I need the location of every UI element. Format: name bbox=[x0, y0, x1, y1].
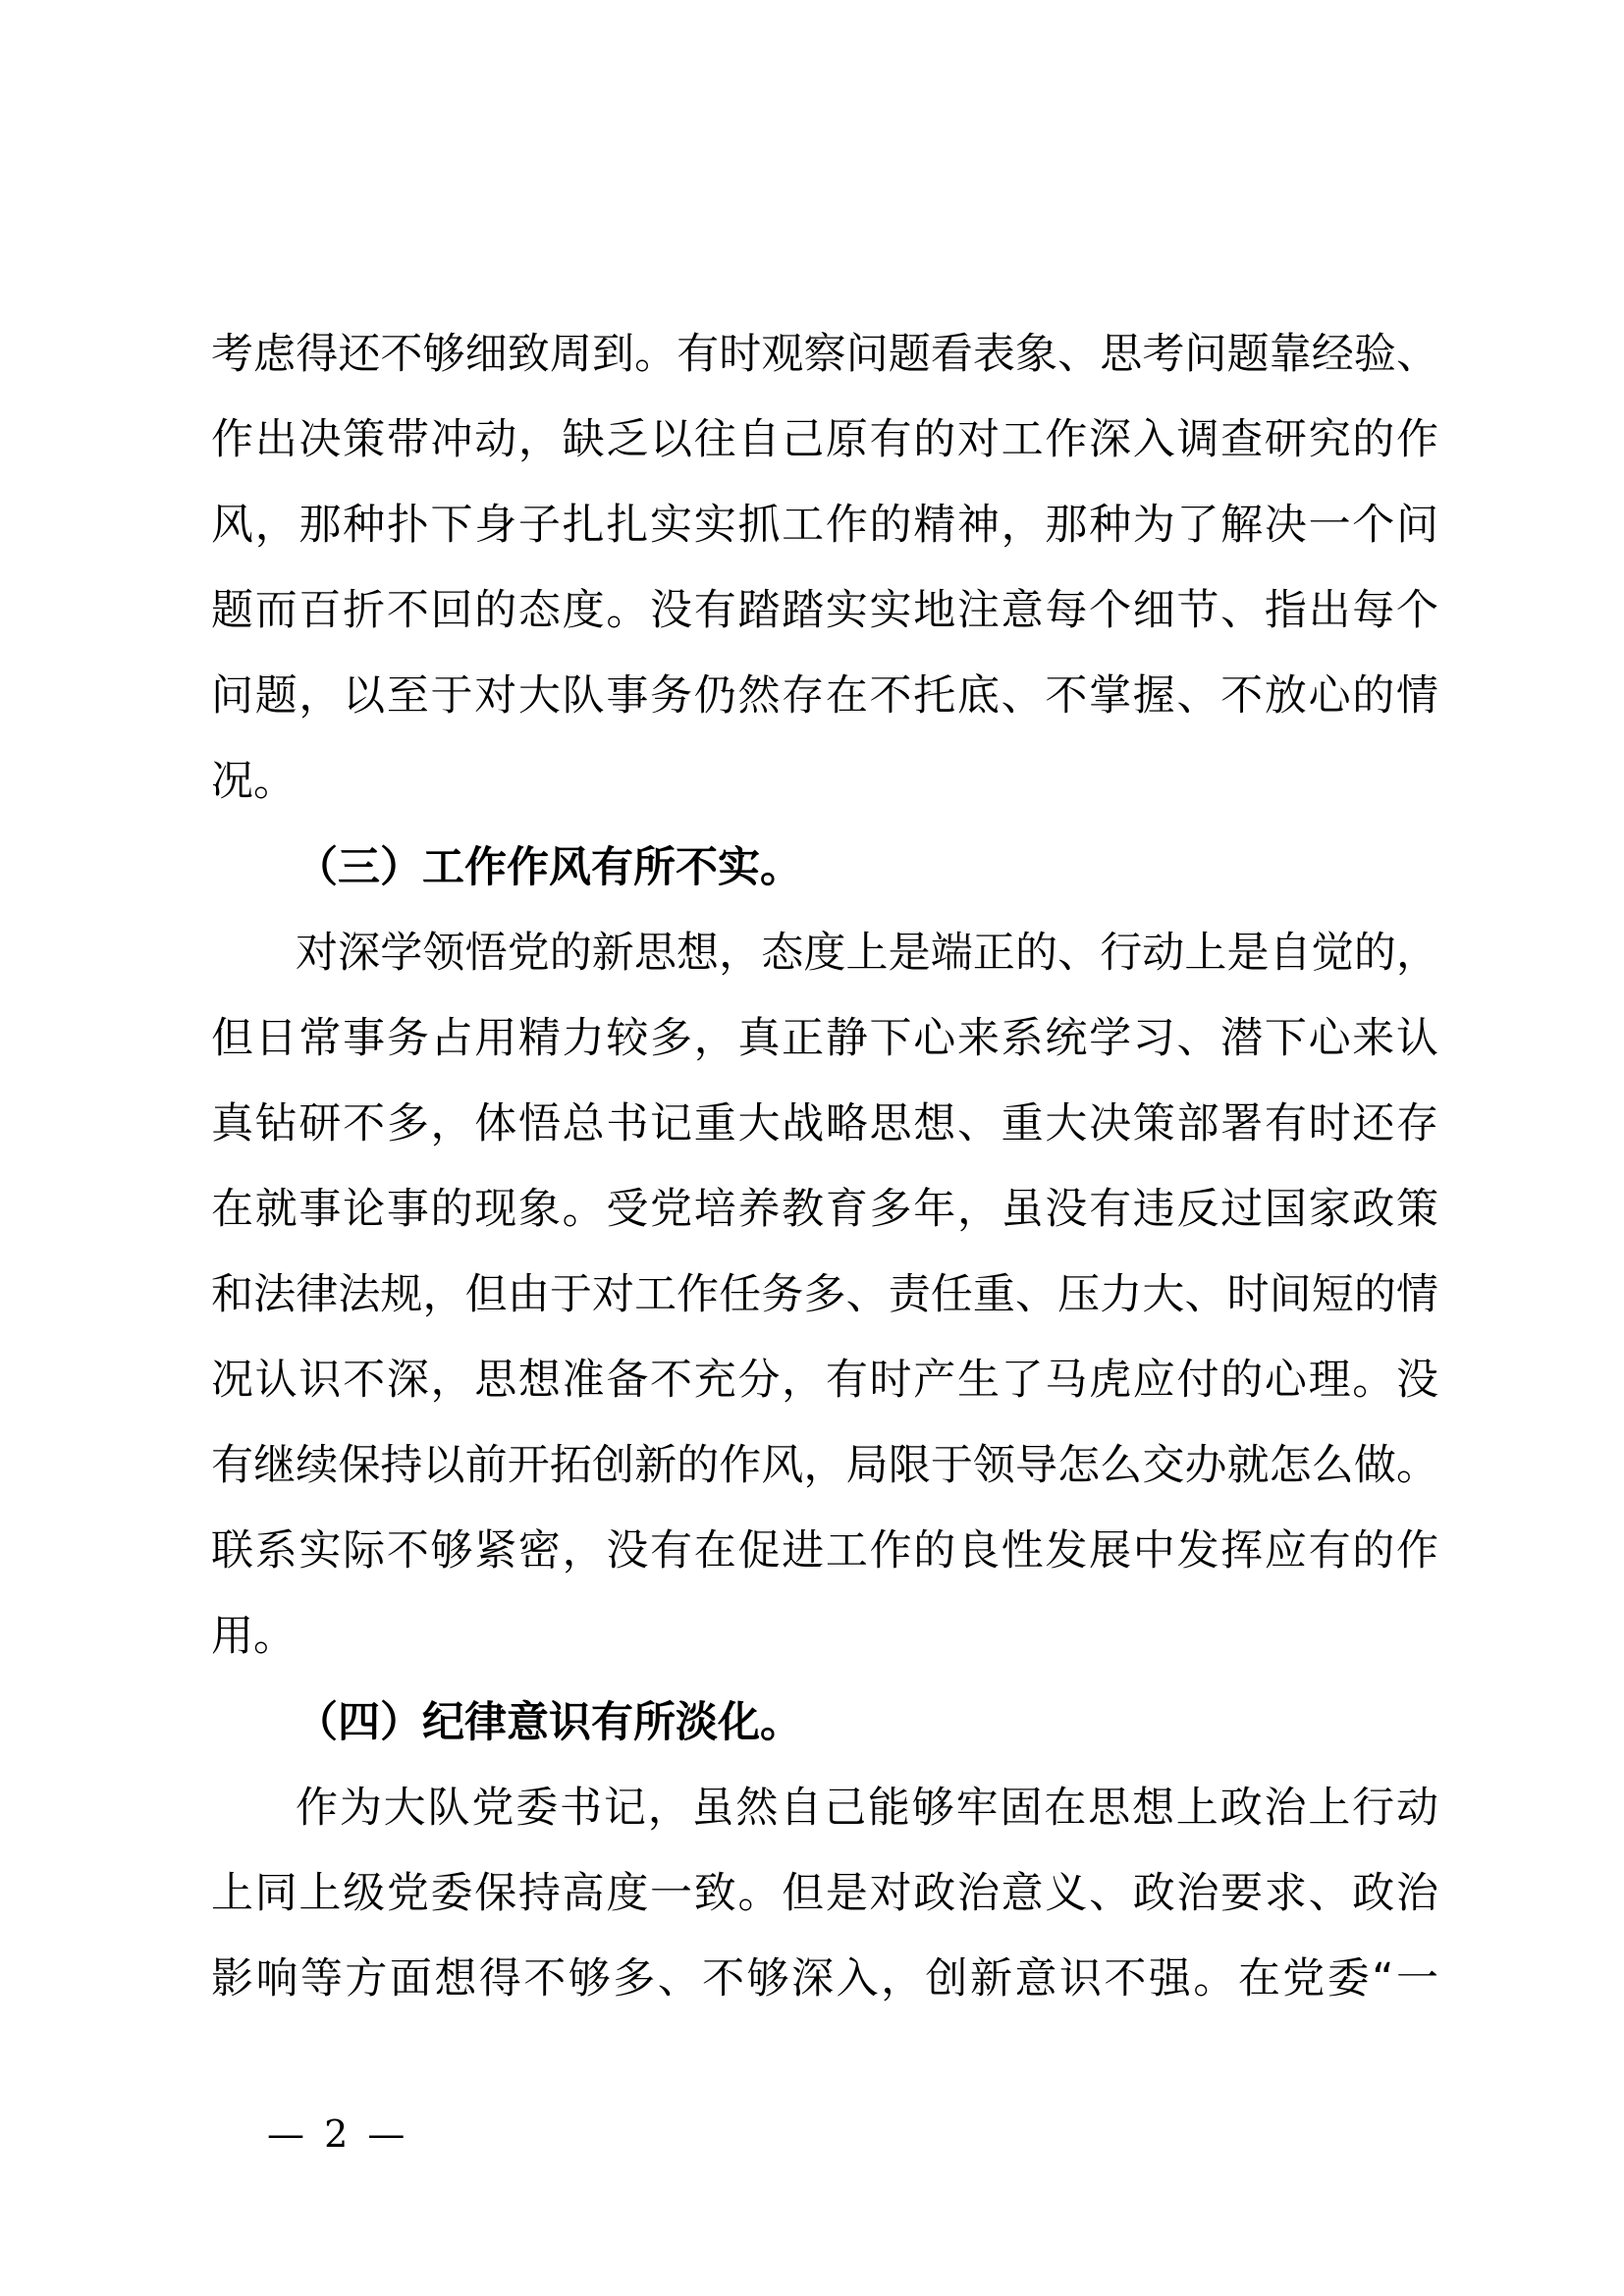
page-number: — 2 — bbox=[267, 2112, 409, 2156]
text-line: 有继续保持以前开拓创新的作风，局限于领导怎么交办就怎么做。 bbox=[211, 1441, 1438, 1491]
text-line: 上同上级党委保持高度一致。但是对政治意义、政治要求、政治 bbox=[211, 1868, 1438, 1918]
text-line: 但日常事务占用精力较多，真正静下心来系统学习、潜下心来认 bbox=[211, 1013, 1438, 1063]
section-heading-3: （三）工作作风有所不实。 bbox=[296, 842, 802, 892]
text-line: 在就事论事的现象。受党培养教育多年，虽没有违反过国家政策 bbox=[211, 1184, 1438, 1234]
text-line: 影响等方面想得不够多、不够深入，创新意识不强。在党委“一 bbox=[211, 1953, 1438, 2003]
text-line: 况认识不深，思想准备不充分，有时产生了马虎应付的心理。没 bbox=[211, 1356, 1438, 1406]
text-line: 问题，以至于对大队事务仍然存在不托底、不掌握、不放心的情 bbox=[211, 671, 1438, 721]
text-line: 风，那种扑下身子扎扎实实抓工作的精神，那种为了解决一个问 bbox=[211, 501, 1438, 551]
text-line: 用。 bbox=[211, 1612, 296, 1662]
text-line: 题而百折不回的态度。没有踏踏实实地注意每个细节、指出每个 bbox=[211, 586, 1438, 636]
text-line: 和法律法规，但由于对工作任务多、责任重、压力大、时间短的情 bbox=[211, 1270, 1438, 1320]
text-line: 考虑得还不够细致周到。有时观察问题看表象、思考问题靠经验、 bbox=[211, 330, 1438, 379]
text-line: 作出决策带冲动，缺乏以往自己原有的对工作深入调查研究的作 bbox=[211, 415, 1438, 465]
body-text bbox=[211, 312, 1438, 2022]
section-heading-4: （四）纪律意识有所淡化。 bbox=[296, 1697, 802, 1747]
text-line: 况。 bbox=[211, 757, 296, 807]
text-line: 真钻研不多，体悟总书记重大战略思想、重大决策部署有时还存 bbox=[211, 1098, 1438, 1148]
text-line: 对深学领悟党的新思想，态度上是端正的、行动上是自觉的， bbox=[296, 928, 1438, 978]
text-line: 作为大队党委书记，虽然自己能够牢固在思想上政治上行动 bbox=[296, 1783, 1438, 1833]
text-line: 联系实际不够紧密，没有在促进工作的良性发展中发挥应有的作 bbox=[211, 1526, 1438, 1576]
